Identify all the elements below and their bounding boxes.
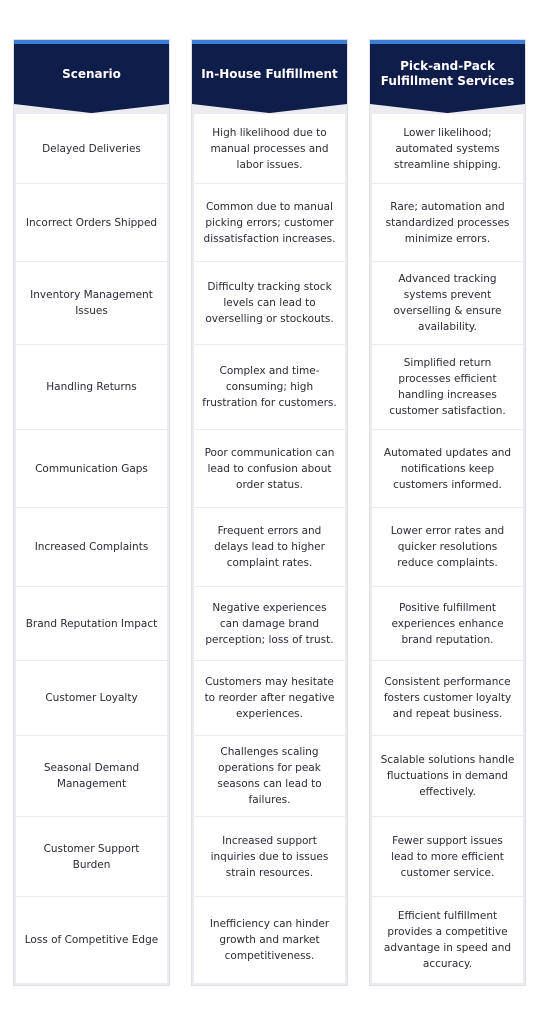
cell-in-house: High likelihood due to manual processes and labor issues. [194,114,345,183]
cell-in-house: Negative experiences can damage brand perception; loss of trust. [194,587,345,660]
cell-pick-and-pack: Automated updates and notifications keep customers informed. [372,430,523,507]
header-notch [192,104,347,113]
cell-scenario: Loss of Competitive Edge [16,897,167,983]
column-scenario [14,40,169,985]
cell-in-house: Inefficiency can hinder growth and market competitiveness. [194,897,345,983]
cell-scenario: Seasonal Demand Management [16,736,167,816]
cell-pick-and-pack: Positive fulfillment experiences enhance brand reputation. [372,587,523,660]
column-pick-and-pack [370,40,525,985]
cell-scenario: Brand Reputation Impact [16,587,167,660]
header-notch [14,104,169,113]
cell-scenario: Increased Complaints [16,508,167,586]
cell-pick-and-pack: Rare; automation and standardized processes minimize errors. [372,184,523,261]
cell-scenario: Inventory Management Issues [16,262,167,344]
cell-in-house: Challenges scaling operations for peak seasons can lead to failures. [194,736,345,816]
cell-scenario: Incorrect Orders Shipped [16,184,167,261]
cell-scenario: Customer Support Burden [16,817,167,896]
cell-pick-and-pack: Scalable solutions handle fluctuations in demand effectively. [372,736,523,816]
cell-in-house: Increased support inquiries due to issues strain resources. [194,817,345,896]
cell-pick-and-pack: Fewer support issues lead to more efficient customer service. [372,817,523,896]
cell-pick-and-pack: Advanced tracking systems prevent overselling & ensure availability. [372,262,523,344]
comparison-table [14,40,525,985]
cell-in-house: Difficulty tracking stock levels can lead to overselling or stockouts. [194,262,345,344]
column-in-house [192,40,347,985]
cell-scenario: Handling Returns [16,345,167,429]
cell-scenario: Delayed Deliveries [16,114,167,183]
cell-pick-and-pack: Simplified return processes efficient handling increases customer satisfaction. [372,345,523,429]
header-in-house: In-House Fulfillment [192,40,347,104]
cell-in-house: Customers may hesitate to reorder after negative experiences. [194,661,345,735]
cell-in-house: Poor communication can lead to confusion about order status. [194,430,345,507]
cell-in-house: Common due to manual picking errors; customer dissatisfaction increases. [194,184,345,261]
cell-pick-and-pack: Lower likelihood; automated systems streamline shipping. [372,114,523,183]
header-scenario: Scenario [14,40,169,104]
cell-pick-and-pack: Lower error rates and quicker resolutions reduce complaints. [372,508,523,586]
cell-in-house: Frequent errors and delays lead to higher complaint rates. [194,508,345,586]
cell-scenario: Customer Loyalty [16,661,167,735]
cell-in-house: Complex and time-consuming; high frustration for customers. [194,345,345,429]
cell-pick-and-pack: Consistent performance fosters customer loyalty and repeat business. [372,661,523,735]
cell-pick-and-pack: Efficient fulfillment provides a competitive advantage in speed and accuracy. [372,897,523,983]
cell-scenario: Communication Gaps [16,430,167,507]
header-notch [370,104,525,113]
header-pick-and-pack: Pick-and-Pack Fulfillment Services [370,40,525,104]
